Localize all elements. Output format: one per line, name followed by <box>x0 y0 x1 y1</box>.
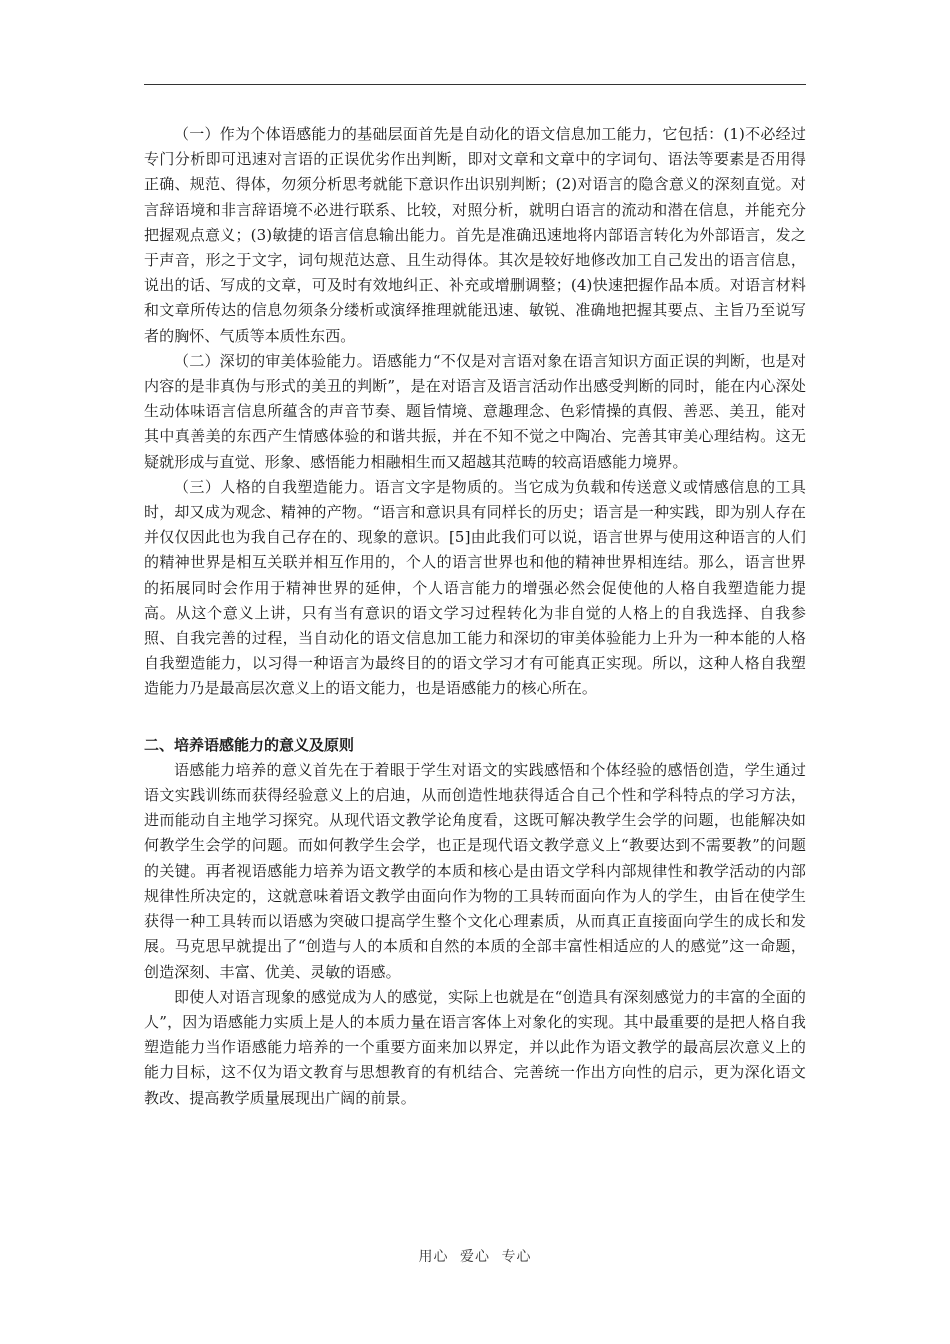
section-heading: 二、培养语感能力的意义及原则 <box>144 735 355 754</box>
header-divider <box>144 84 806 85</box>
paragraph-human-sense: 即使人对语言现象的感觉成为人的感觉，实际上也就是在“创造具有深刻感觉力的丰富的全面的人”，因为语感能力实质上是人的本质力量在语言客体上对象化的实现。其中最重要的是把人格自我塑造能力当作语感能力培养的一个重要方面来加以界定，并以此作为语文教学的最高层次意义上的能力目标，这不仅为语文教育与思想教育的有机结合、完善统一作出方向性的启示，更为深化语文教改、提高教学质量展现出广阔的前景。 <box>144 987 806 1107</box>
paragraph-aesthetic-experience: （二）深切的审美体验能力。语感能力“不仅是对言语对象在语言知识方面正误的判断，也是对内容的是非真伪与形式的美丑的判断”，是在对语言及语言活动作出感受判断的同时，能在内心深处生动体味语言信息所蕴含的声音节奏、题旨情境、意趣理念、色彩情操的真假、善恶、美丑，能对其中真善美的东西产生情感体验的和谐共振，并在不知不觉之中陶冶、完善其审美心理结构。这无疑就形成与直觉、形象、感悟能力相融相生而又超越其范畴的较高语感能力境界。 <box>144 351 806 471</box>
paragraph-automatic-processing: （一）作为个体语感能力的基础层面首先是自动化的语文信息加工能力，它包括：(1)不必经过专门分析即可迅速对言语的正误优劣作出判断，即对文章和文章中的字词句、语法等要素是否用得正确、规范、得体，勿须分析思考就能下意识作出识别判断；(2)对语言的隐含意义的深刻直觉。对言辞语境和非言辞语境不必进行联系、比较，对照分析，就明白语言的流动和潜在信息，并能充分把握观点意义；(3)敏捷的语言信息输出能力。首先是准确迅速地将内部语言转化为外部语言，发之于声音，形之于文字，词句规范达意、且生动得体。其次是较好地修改加工自己发出的语言信息，说出的话、写成的文章，可及时有效地纠正、补充或增删调整；(4)快速把握作品本质。对语言材料和文章所传达的信息勿须条分缕析或演绎推理就能迅速、敏锐、准确地把握其要点、主旨乃至说写者的胸怀、气质等本质性东西。 <box>144 125 806 345</box>
page-footer: 用心 爱心 专心 <box>418 1249 532 1265</box>
paragraph-self-shaping: （三）人格的自我塑造能力。语言文字是物质的。当它成为负载和传送意义或情感信息的工具时，却又成为观念、精神的产物。“语言和意识具有同样长的历史；语言是一种实践，即为别人存在并仅仅因此也为我自己存在的、现象的意识。[5]由此我们可以说，语言世界与使用这种语言的人们的精神世界是相互关联并相互作用的，个人的语言世界也和他的精神世界相连结。那么，语言世界的拓展同时会作用于精神世界的延伸，个人语言能力的增强必然会促使他的人格自我塑造能力提高。从这个意义上讲，只有当有意识的语文学习过程转化为非自觉的人格上的自我选择、自我参照、自我完善的过程，当自动化的语文信息加工能力和深切的审美体验能力上升为一种本能的人格自我塑造能力，以习得一种语言为最终目的的语文学习才有可能真正实现。所以，这种人格自我塑造能力乃是最高层次意义上的语文能力，也是语感能力的核心所在。 <box>144 477 806 698</box>
document-body <box>144 122 806 1111</box>
paragraph-significance: 语感能力培养的意义首先在于着眼于学生对语文的实践感悟和个体经验的感悟创造，学生通过语文实践训练而获得经验意义上的启迪，从而创造性地获得适合自己个性和学科特点的学习方法，进而能动自主地学习探究。从现代语文教学论角度看，这既可解决教学生会学的问题，也能解决如何教学生会学的问题。而如何教学生会学，也正是现代语文教学意义上“教要达到不需要教”的问题的关键。再者视语感能力培养为语文教学的本质和核心是由语文学科内部规律性和教学活动的内部规律性所决定的，这就意味着语文教学由面向作为物的工具转而面向作为人的学生，由旨在使学生获得一种工具转而以语感为突破口提高学生整个文化心理素质，从而真正直接面向学生的成长和发展。马克思早就提出了“创造与人的本质和自然的本质的全部丰富性相适应的人的感觉”这一命题，创造深刻、丰富、优美、灵敏的语感。 <box>144 760 806 981</box>
